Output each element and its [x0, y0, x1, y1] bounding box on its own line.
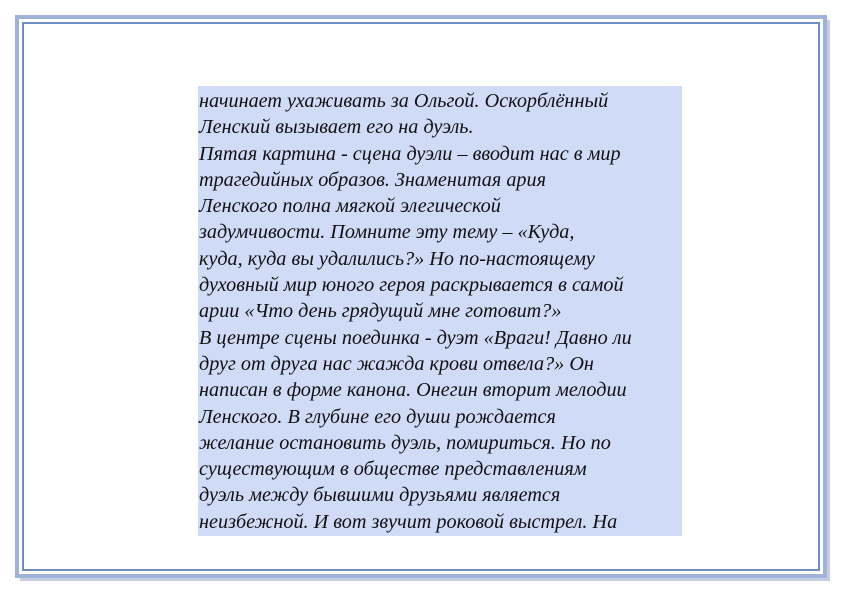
text-line: Пятая картина - сцена дуэли – вводит нас в мир: [199, 142, 621, 165]
text-line: куда, куда вы удалились?» Но по-настоящему: [199, 247, 595, 270]
text-line: духовный мир юного героя раскрывается в самой: [199, 274, 624, 297]
text-line: друг от друга нас жажда крови отвела?» Он: [199, 352, 594, 375]
text-line: неизбежной. И вот звучит роковой выстрел. На: [199, 510, 618, 533]
text-line: задумчивости. Помните эту тему – «Куда,: [199, 221, 575, 244]
text-line: начинает ухаживать за Ольгой. Оскорблённый: [199, 90, 609, 112]
text-line: Ленского. В глубине его души рождается: [199, 405, 556, 428]
text-line: Ленский вызывает его на дуэль.: [199, 116, 474, 139]
text-line: дуэль между бывшими друзьями является: [199, 484, 561, 507]
text-line: трагедийных образов. Знаменитая ария: [199, 168, 546, 191]
frame-shadow-right: [827, 20, 830, 581]
text-line: написан в форме канона. Онегин вторит мелодии: [199, 379, 627, 402]
text-line: В центре сцены поединка - дуэт «Враги! Давно ли: [199, 326, 632, 349]
text-block: [198, 86, 682, 536]
text-line: существующим в обществе представлениям: [199, 458, 587, 481]
text-line: арии «Что день грядущий мне готовит?»: [199, 300, 562, 323]
frame-shadow-bottom: [20, 578, 830, 581]
text-line: желание остановить дуэль, помириться. Но по: [199, 431, 611, 454]
text-line: Ленского полна мягкой элегической: [199, 195, 501, 218]
